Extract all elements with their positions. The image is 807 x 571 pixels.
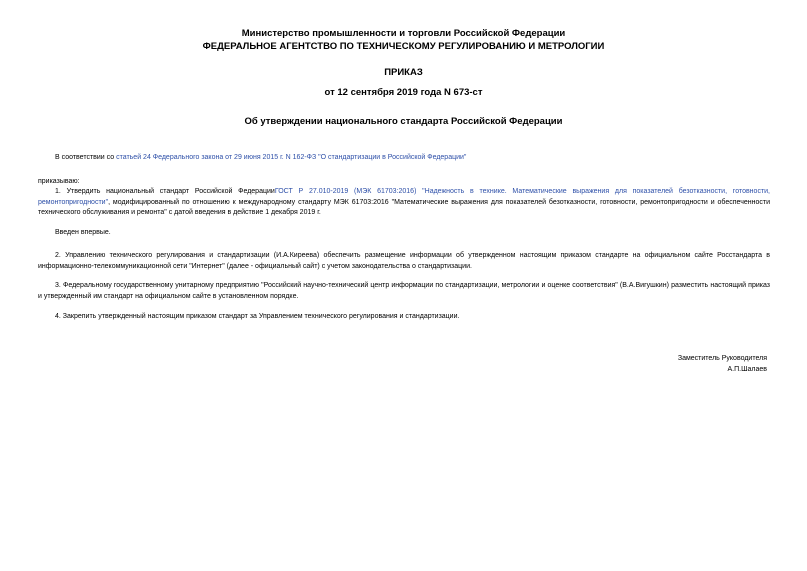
preamble-paragraph — [38, 153, 770, 164]
order-word: приказываю: — [38, 178, 80, 185]
federal-law-link[interactable]: статьей 24 Федерального закона от 29 июня 2015 г. N 162-ФЗ "О стандартизации в Российской Федерации" — [116, 154, 467, 161]
introduced-note: Введен впервые. — [55, 229, 111, 236]
item-1-suffix: , модифицированный по отношению к международному стандарту МЭК 61703:2016 "Математические выражения для показателей безотказности, готовности, ремонтопригодности и обеспеченности технического обслуживания и ремонта" с датой введения в действие 1 декабря 2019 г. — [38, 198, 770, 216]
preamble-text: В соответствии со — [55, 154, 117, 161]
item-2-paragraph: 2. Управлению технического регулирования и стандартизации (И.А.Киреева) обеспечить размещение информации об утвержденном настоящим приказом стандарте на официальном сайте Росстандарта в информационно-телекоммуникационной сети "Интернет" (далее - официальный сайт) с учетом законодательства о стандартизации. — [38, 252, 770, 270]
item-1-prefix: 1. Утвердить национальный стандарт Российской Федерации — [55, 188, 275, 195]
signature-position: Заместитель Руководителя — [677, 355, 767, 362]
document-type: ПРИКАЗ — [384, 67, 423, 78]
item-4-paragraph: 4. Закрепить утвержденный настоящим приказом стандарт за Управлением технического регулирования и стандартизации. — [55, 313, 460, 320]
ministry-name: Министерство промышленности и торговли Российской Федерации — [241, 28, 566, 39]
standard-link[interactable]: ГОСТ Р 27.010-2019 (МЭК 61703:2016) "Надежность в технике. Математические выражения для показателей безотказности, готовности, ремонтопригодности" — [38, 188, 771, 206]
signature-name: А.П.Шалаев — [727, 366, 767, 373]
agency-name: ФЕДЕРАЛЬНОЕ АГЕНТСТВО ПО ТЕХНИЧЕСКОМУ РЕГУЛИРОВАНИЮ И МЕТРОЛОГИИ — [202, 41, 605, 52]
item-1-paragraph — [38, 187, 770, 219]
document-date-number: от 12 сентября 2019 года N 673-ст — [324, 87, 483, 98]
item-3-paragraph: 3. Федеральному государственному унитарному предприятию "Российский научно-технический центр информации по стандартизации, метрологии и оценке соответствия" (В.А.Вигушкин) разместить настоящий приказ и утвержденный им стандарт на официальном сайте в установленном порядке. — [38, 282, 770, 300]
document-title: Об утверждении национального стандарта Российской Федерации — [244, 116, 563, 127]
